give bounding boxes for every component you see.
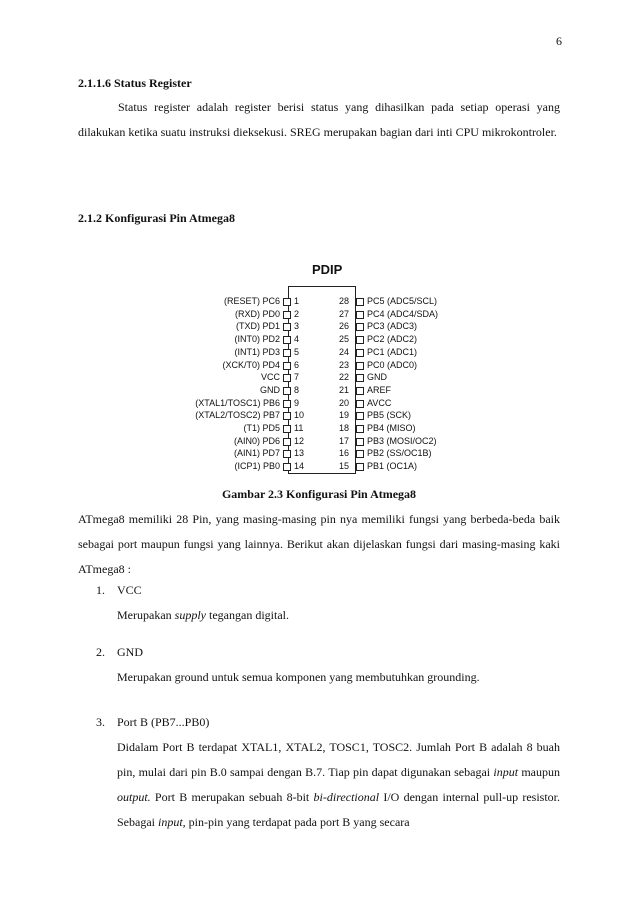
right-pin-label: PB5 (SCK) (367, 410, 412, 421)
left-pin-square (283, 362, 291, 370)
right-pin-square (356, 374, 364, 382)
left-pin-number: 6 (294, 359, 300, 370)
list-description: Merupakan supply tegangan digital. (117, 608, 289, 622)
left-pin-label: (ICP1) PB0 (234, 461, 280, 472)
list-number: 2. (96, 645, 105, 659)
pin-row (176, 422, 476, 435)
right-pin-label: PC4 (ADC4/SDA) (367, 308, 439, 319)
left-pin-number: 2 (294, 308, 300, 319)
left-pin-square (283, 438, 291, 446)
right-pin-number: 20 (339, 397, 350, 408)
left-pin-square (283, 387, 291, 395)
left-pin-number: 5 (294, 346, 300, 357)
left-pin-label: (XTAL1/TOSC1) PB6 (195, 397, 280, 408)
right-pin-square (356, 425, 364, 433)
right-pin-label: PC5 (ADC5/SCL) (367, 296, 438, 306)
right-pin-label: PC1 (ADC1) (367, 346, 418, 357)
left-pin-label: (AIN1) PD7 (233, 448, 280, 459)
left-pin-number: 9 (294, 397, 300, 408)
right-pin-square (356, 387, 364, 395)
pin-row (176, 359, 476, 372)
right-pin-square (356, 311, 364, 319)
list-description: Merupakan ground untuk semua komponen yang membutuhkan grounding. (117, 670, 480, 684)
pin-row (176, 435, 476, 448)
left-pin-square (283, 412, 291, 420)
status-register-paragraph: Status register adalah register berisi status yang dihasilkan pada setiap operasi yang dilakukan ketika suatu instruksi dieksekusi. SREG merupakan bagian dari inti CPU mikrokontroler. (78, 100, 560, 139)
left-pin-label: (XTAL2/TOSC2) PB7 (195, 410, 280, 421)
right-pin-number: 23 (339, 359, 350, 370)
right-pin-label: PB4 (MISO) (367, 423, 416, 433)
right-pin-number: 21 (339, 384, 350, 395)
right-pin-square (356, 438, 364, 446)
left-pin-square (283, 298, 291, 306)
pin-configuration-heading: 2.1.2 Konfigurasi Pin Atmega8 (78, 211, 236, 225)
left-pin-label: (XCK/T0) PD4 (222, 359, 280, 370)
left-pin-label: (AIN0) PD6 (233, 435, 280, 446)
left-pin-label: GND (260, 384, 280, 395)
right-pin-label: PB1 (OC1A) (367, 461, 418, 472)
list-title: GND (117, 645, 143, 659)
pin-row (176, 384, 476, 397)
left-pin-label: VCC (260, 372, 280, 383)
left-pin-number: 3 (294, 321, 300, 332)
right-pin-label: GND (367, 372, 387, 383)
left-pin-square (283, 323, 291, 331)
left-pin-square (283, 336, 291, 344)
left-pin-number: 4 (294, 334, 300, 345)
left-pin-square (283, 400, 291, 408)
pin-row (176, 397, 476, 410)
list-number: 3. (96, 715, 105, 729)
right-pin-square (356, 298, 364, 306)
right-pin-number: 19 (339, 410, 350, 421)
right-pin-square (356, 463, 364, 471)
pin-row (176, 371, 476, 384)
status-register-heading: 2.1.1.6 Status Register (78, 76, 192, 90)
left-pin-square (283, 349, 291, 357)
right-pin-label: PC0 (ADC0) (367, 359, 418, 370)
list-number: 1. (96, 583, 105, 597)
left-pin-number: 12 (294, 435, 305, 446)
figure-caption: Gambar 2.3 Konfigurasi Pin Atmega8 (221, 487, 417, 501)
list-description: Didalam Port B terdapat XTAL1, XTAL2, TOSC1, TOSC2. Jumlah Port B adalah 8 buah pin, mulai dari pin B.0 sampai dengan B.7. Tiap pin dapat digunakan sebagai input maupun output. Port B merupakan sebuah 8-bit bi-directional I/O dengan internal pull-up resistor. Sebagai input, pin-pin yang terdapat pada port B yang secara (117, 740, 560, 829)
right-pin-label: AREF (367, 384, 392, 395)
right-pin-square (356, 362, 364, 370)
atmega8-pinout-diagram (176, 258, 476, 478)
pin-row (176, 295, 476, 308)
left-pin-square (283, 425, 291, 433)
right-pin-number: 16 (339, 448, 350, 459)
left-pin-label: (RXD) PD0 (234, 308, 280, 319)
right-pin-number: 18 (339, 423, 350, 433)
pin-row (176, 460, 476, 473)
pin-row (176, 308, 476, 321)
left-pin-number: 7 (294, 372, 300, 383)
left-pin-label: (T1) PD5 (243, 423, 280, 433)
left-pin-label: (RESET) PC6 (223, 296, 280, 306)
left-pin-square (283, 463, 291, 471)
right-pin-number: 27 (339, 308, 350, 319)
left-pin-label: (INT1) PD3 (234, 346, 280, 357)
pin-row (176, 333, 476, 346)
right-pin-label: PC2 (ADC2) (367, 334, 418, 345)
right-pin-number: 25 (339, 334, 350, 345)
pin-row (176, 320, 476, 333)
right-pin-square (356, 450, 364, 458)
left-pin-number: 14 (294, 461, 305, 472)
intro-paragraph: ATmega8 memiliki 28 Pin, yang masing-masing pin nya memiliki fungsi yang berbeda-beda baik sebagai port maupun fungsi yang lainnya. Berikut akan dijelaskan fungsi dari masing-masing kaki ATmega8 : (78, 512, 560, 576)
left-pin-label: (TXD) PD1 (235, 321, 280, 332)
right-pin-number: 15 (339, 461, 350, 472)
right-pin-number: 28 (339, 296, 350, 306)
right-pin-number: 24 (339, 346, 350, 357)
left-pin-number: 1 (294, 296, 300, 306)
right-pin-square (356, 323, 364, 331)
left-pin-number: 8 (294, 384, 300, 395)
right-pin-label: PC3 (ADC3) (367, 321, 418, 332)
right-pin-label: PB3 (MOSI/OC2) (367, 435, 437, 446)
right-pin-number: 22 (339, 372, 350, 383)
right-pin-square (356, 412, 364, 420)
left-pin-number: 11 (294, 423, 304, 433)
right-pin-square (356, 400, 364, 408)
list-title: VCC (117, 583, 142, 597)
left-pin-label: (INT0) PD2 (234, 334, 280, 345)
page-number: 6 (556, 34, 562, 48)
right-pin-number: 17 (339, 435, 350, 446)
right-pin-square (356, 349, 364, 357)
package-label: PDIP (312, 262, 343, 277)
list-title: Port B (PB7...PB0) (117, 715, 210, 729)
right-pin-number: 26 (339, 321, 350, 332)
right-pin-label: AVCC (367, 397, 392, 408)
right-pin-square (356, 336, 364, 344)
left-pin-number: 13 (294, 448, 305, 459)
right-pin-label: PB2 (SS/OC1B) (367, 448, 432, 459)
pin-row (176, 447, 476, 460)
left-pin-number: 10 (294, 410, 305, 421)
left-pin-square (283, 311, 291, 319)
pin-row (176, 409, 476, 422)
left-pin-square (283, 450, 291, 458)
pin-row (176, 346, 476, 359)
left-pin-square (283, 374, 291, 382)
